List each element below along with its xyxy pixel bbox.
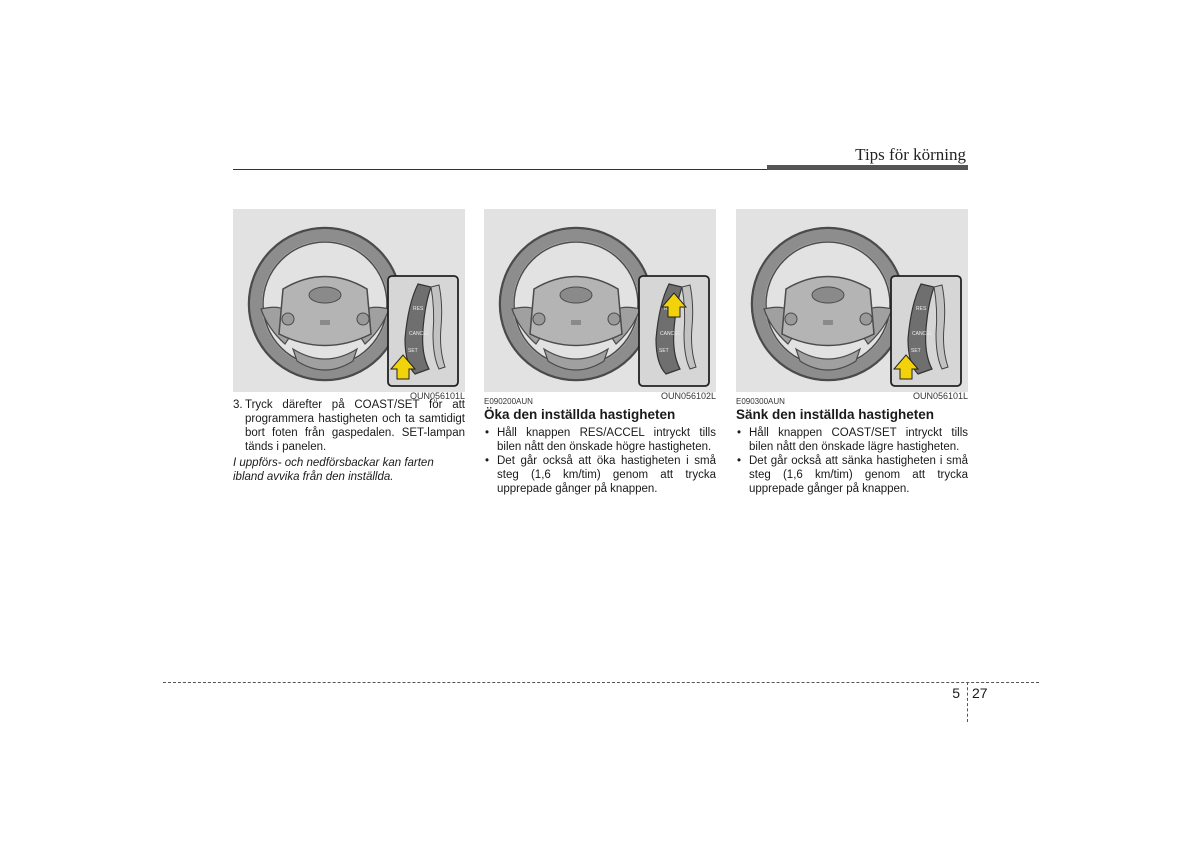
- step-text: Tryck därefter på COAST/SET för att programmera hastigheten och ta samtidigt bort foten från gaspedalen. SET-lampan tänds i panelen.: [245, 399, 465, 453]
- column-3: [736, 209, 968, 496]
- footer-rule: [163, 682, 1039, 683]
- bullet-text: Håll knappen COAST/SET intryckt tills bilen nått den önskade lägre hastigheten.: [749, 427, 968, 453]
- section-heading: Sänk den inställda hastigheten: [736, 407, 935, 422]
- steering-wheel-illustration: [233, 209, 465, 392]
- steering-wheel-illustration: [736, 209, 968, 392]
- bullet-text: Det går också att öka hastigheten i små steg (1,6 km/tim) genom att trycka upprepade gånger på knappen.: [497, 455, 716, 495]
- list-item: [484, 454, 716, 496]
- header-accent-bar: [767, 165, 968, 170]
- bullet-list: [484, 426, 716, 496]
- column-1: [233, 209, 465, 484]
- bullet-symbol: •: [737, 455, 742, 467]
- bullet-text: Det går också att sänka hastigheten i små steg (1,6 km/tim) genom att trycka upprepade gånger på knappen.: [749, 455, 968, 495]
- text-block: [233, 398, 465, 484]
- section-code: E090200AUN: [484, 397, 533, 406]
- page-number-divider: [967, 682, 968, 722]
- figure-code: OUN056101L: [912, 391, 968, 401]
- list-item: [736, 454, 968, 496]
- bullet-list: [736, 426, 968, 496]
- bullet-symbol: •: [485, 455, 490, 467]
- column-2: [484, 209, 716, 496]
- section-heading: Öka den inställda hastigheten: [484, 407, 676, 422]
- steering-wheel-figure-coast-set: [736, 209, 968, 401]
- page-header-title: Tips för körning: [855, 145, 966, 164]
- bullet-symbol: •: [485, 427, 490, 439]
- chapter-number: 5: [952, 685, 960, 701]
- bullet-symbol: •: [737, 427, 742, 439]
- steering-wheel-illustration: [484, 209, 716, 392]
- list-item: [736, 426, 968, 454]
- bullet-text: Håll knappen RES/ACCEL intryckt tills bilen nått den önskade högre hastigheten.: [497, 427, 716, 453]
- figure-code: OUN056102L: [660, 391, 716, 401]
- steering-wheel-figure-res-accel: [484, 209, 716, 401]
- list-item: [484, 426, 716, 454]
- steering-wheel-figure-coast-set: [233, 209, 465, 401]
- numbered-step: [233, 398, 465, 454]
- section-code: E090300AUN: [736, 397, 785, 406]
- step-number: 3.: [233, 399, 243, 411]
- note-text: I uppförs- och nedförsbackar kan farten ibland avvika från den inställda.: [233, 457, 434, 483]
- page-number: 27: [972, 685, 988, 701]
- header-rule: [233, 169, 767, 170]
- figure-code: OUN056101L: [409, 391, 465, 401]
